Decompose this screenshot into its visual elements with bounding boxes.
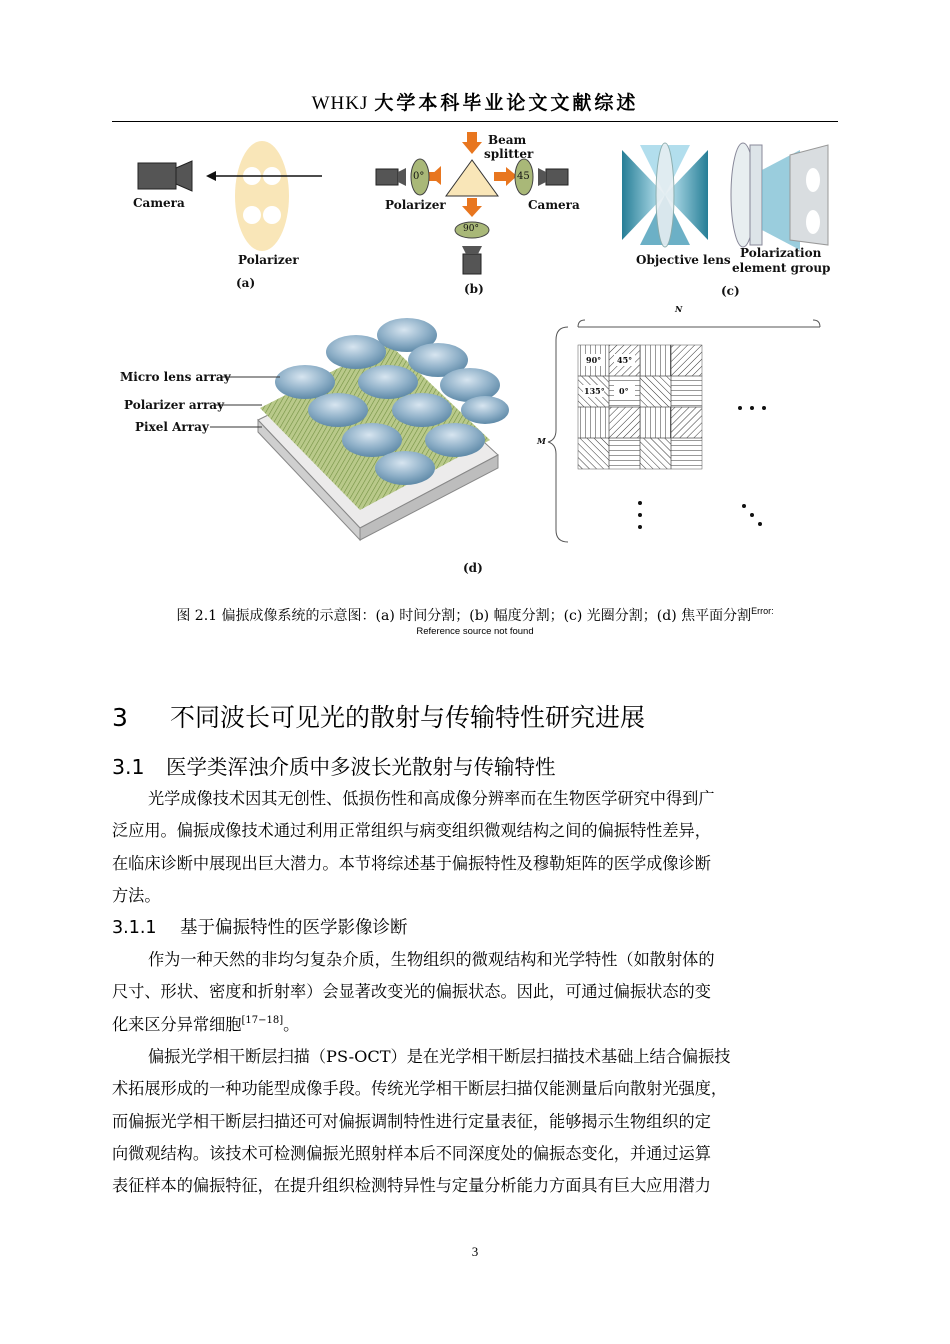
label-panel-c: (c) <box>721 284 740 298</box>
header-title: 大学本科毕业论文文献综述 <box>374 92 639 114</box>
subsubsection-number: 3.1.1 <box>112 918 157 938</box>
label-beam: Beam <box>488 133 527 147</box>
section-title: 不同波长可见光的散射与传输特性研究进展 <box>170 703 646 732</box>
subsection-number: 3.1 <box>112 755 145 779</box>
caption-error-sup: Error: <box>751 606 774 616</box>
paragraph-line: 偏振光学相干断层扫描（PS-OCT）是在光学相干断层扫描技术基础上结合偏振技 <box>148 1047 731 1066</box>
label-objective-lens: Objective lens <box>636 253 731 267</box>
label-camera-b: Camera <box>528 198 580 212</box>
figure-illustration <box>0 0 950 600</box>
page-number: 3 <box>471 1244 479 1259</box>
paragraph-line: 术拓展形成的一种功能型成像手段。传统光学相干断层扫描仅能测量后向散射光强度， <box>112 1079 728 1099</box>
header-latin: WHKJ <box>311 93 369 114</box>
paragraph-line: 作为一种天然的非均匀复杂介质，生物组织的微观结构和光学特性（如散射体的 <box>148 950 715 969</box>
label-splitter: splitter <box>484 147 534 161</box>
caption-error-line: Reference source not found <box>416 626 534 637</box>
paragraph-line: 方法。 <box>112 885 161 905</box>
subsubsection-title: 基于偏振特性的医学影像诊断 <box>180 918 408 938</box>
panel-c <box>622 143 828 250</box>
label-polarization: Polarization <box>740 246 822 260</box>
label-polarizer-a: Polarizer <box>238 253 299 267</box>
label-panel-a: (a) <box>236 276 256 290</box>
paragraph-line: 尺寸、形状、密度和折射率）会显著改变光的偏振状态。因此，可通过偏振状态的变 <box>112 982 711 1002</box>
label-micro-lens-array: Micro lens array <box>120 370 231 384</box>
label-camera-a: Camera <box>133 196 185 210</box>
paragraph-line <box>112 1009 838 1041</box>
label-pixel-array: Pixel Array <box>135 420 209 434</box>
label-angle-0: 0° <box>413 171 425 182</box>
label-0deg: 0° <box>619 386 629 396</box>
label-N: N <box>675 304 683 314</box>
label-panel-d: (d) <box>463 561 483 575</box>
section-heading-3-1-1 <box>112 914 408 939</box>
subsection-title: 医学类浑浊介质中多波长光散射与传输特性 <box>166 755 556 779</box>
caption-text: 图 2.1 偏振成像系统的示意图：(a) 时间分割；(b) 幅度分割；(c) 光圈分割；(d) 焦平面分割 <box>176 608 752 624</box>
section-heading-3 <box>112 698 645 734</box>
figure-caption <box>112 601 838 626</box>
label-90deg: 90° <box>586 355 602 365</box>
paragraph-line: 泛应用。偏振成像技术通过利用正常组织与病变组织微观结构之间的偏振特性差异， <box>112 821 711 841</box>
paragraph-line: 而偏振光学相干断层扫描还可对偏振调制特性进行定量表征，能够揭示生物组织的定 <box>112 1111 711 1131</box>
section-heading-3-1 <box>112 750 556 780</box>
label-polarizer-array: Polarizer array <box>124 398 225 412</box>
label-element-group: element group <box>732 261 831 275</box>
label-angle-90: 90° <box>463 224 479 234</box>
label-135deg: 135° <box>584 386 605 396</box>
paragraph-text: 。 <box>283 1014 300 1034</box>
label-angle-45: 45 <box>517 171 530 182</box>
label-polarizer-b: Polarizer <box>385 198 446 212</box>
paragraph-line: 光学成像技术因其无创性、低损伤性和高成像分辨率而在生物医学研究中得到广 <box>148 789 715 808</box>
panel-d-array <box>210 318 509 540</box>
label-panel-b: (b) <box>464 282 484 296</box>
paragraph-1 <box>112 783 838 912</box>
paragraph-text: 化来区分异常细胞 <box>112 1014 242 1034</box>
section-number: 3 <box>112 703 128 732</box>
panel-d-grid <box>548 320 820 542</box>
paragraph-line: 表征样本的偏振特征，在提升组织检测特异性与定量分析能力方面具有巨大应用潜力 <box>112 1176 711 1196</box>
paragraph-2 <box>112 944 838 1041</box>
paragraph-3 <box>112 1041 838 1202</box>
label-M: M <box>537 436 546 446</box>
citation: [17−18] <box>241 1014 284 1026</box>
paragraph-line: 向微观结构。该技术可检测偏振光照射样本后不同深度处的偏振态变化，并通过运算 <box>112 1143 711 1163</box>
label-45deg: 45° <box>617 355 633 365</box>
paragraph-line: 在临床诊断中展现出巨大潜力。本节将综述基于偏振特性及穆勒矩阵的医学成像诊断 <box>112 853 711 873</box>
